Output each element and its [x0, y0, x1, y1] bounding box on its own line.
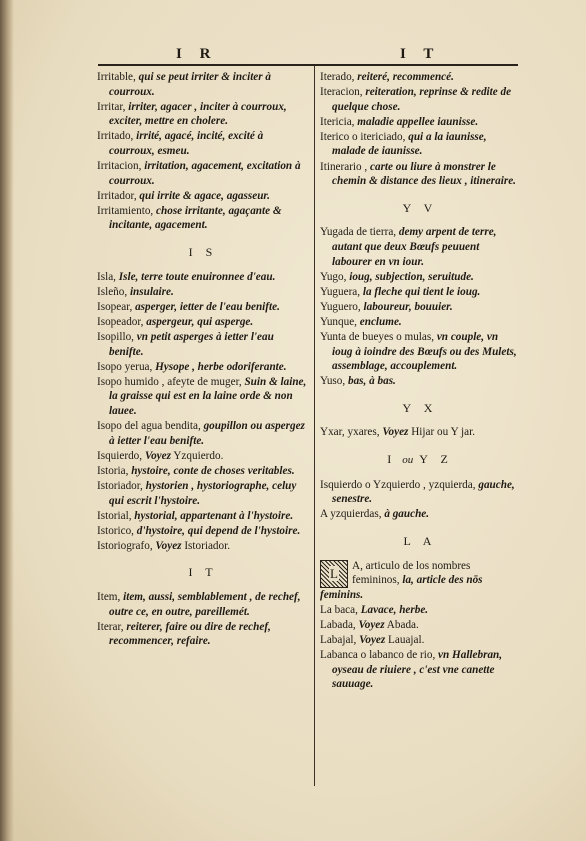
- entry-headword: Yunta de bueyes o mulas,: [320, 331, 435, 343]
- dictionary-entry: [97, 330, 309, 359]
- entry-headword: Labanca o labanco de rio,: [320, 649, 436, 662]
- section-heading-label: Y X: [402, 400, 438, 415]
- entry-headword: La baca,: [320, 603, 358, 616]
- entry-definition: goupillon ou aspergez à ietter l'eau benifte.: [109, 420, 305, 447]
- entry-definition: bas, à bas.: [347, 375, 396, 388]
- dictionary-entry: [320, 160, 520, 189]
- ornamental-initial-letter: L: [330, 565, 338, 581]
- entry-definition: vn couple, vn ioug à ioindre des Bœufs ou des Mulets, assemblage, accouplement.: [332, 331, 517, 373]
- entry-cross-reference: Yzquierdo.: [170, 449, 224, 462]
- section-heading-label: L A: [403, 533, 437, 548]
- entry-definition: aspergeur, qui asperge.: [146, 315, 254, 328]
- entry-definition: hystoire, conte de choses veritables.: [131, 464, 295, 477]
- entry-definition: chose irritante, agaçante & incitante, agacement.: [109, 204, 282, 232]
- section-heading-label: I T: [188, 565, 218, 580]
- entry-definition: qui se peut irriter & inciter à courroux.: [109, 71, 272, 98]
- entry-definition: Lavace, herbe.: [360, 603, 429, 616]
- section-heading: [97, 565, 309, 580]
- entry-definition: reiterer, faire ou dire de rechef, recommencer, refaire.: [109, 620, 271, 648]
- entry-headword: Isleño,: [97, 285, 128, 298]
- entry-definition: hystorien , hystoriographe, celuy qui escrit l'hystoire.: [109, 479, 297, 507]
- dictionary-entry: [320, 374, 520, 389]
- dictionary-entry: [320, 285, 520, 300]
- entry-definition: qui a la iaunisse, malade de iaunisse.: [332, 130, 487, 158]
- dictionary-entry: [320, 507, 520, 522]
- dictionary-entry: [97, 189, 309, 204]
- entry-headword: Isopo del agua bendita,: [97, 420, 201, 433]
- entry-cross-reference: Istoriador.: [181, 539, 231, 552]
- entry-definition: hystorial, appartenant à l'hystoire.: [134, 509, 294, 522]
- entry-headword: Isopear,: [97, 300, 133, 313]
- dictionary-entry: [320, 633, 520, 648]
- entry-headword: Yuguero,: [320, 300, 361, 313]
- entry-headword: Istorial,: [97, 509, 132, 522]
- dictionary-entry: [97, 204, 309, 233]
- dictionary-entry: [97, 360, 309, 375]
- entry-definition: vn Hallebran, oyseau de riuiere , c'est vne canette sauuage.: [332, 649, 503, 691]
- entry-definition: Suin & laine, la graisse qui est en la laine orde & non lauee.: [109, 375, 307, 417]
- entry-headword: Labada,: [320, 618, 356, 631]
- entry-definition: Voyez: [358, 618, 385, 631]
- entry-cross-reference: Lauajal.: [385, 634, 425, 646]
- entry-headword: Iterar,: [97, 620, 124, 633]
- entry-definition: ioug, subjection, seruitude.: [349, 270, 474, 283]
- dictionary-entry: [320, 300, 520, 315]
- entry-headword: A yzquierdas,: [320, 508, 382, 521]
- entry-definition: maladie appellee iaunisse.: [357, 115, 479, 128]
- entry-definition: asperger, ietter de l'eau benifte.: [135, 300, 280, 313]
- entry-cross-reference: Abada.: [384, 618, 419, 631]
- dictionary-entry: [320, 559, 520, 603]
- dictionary-entry: [97, 419, 309, 448]
- entry-headword: Irritable,: [97, 71, 136, 83]
- entry-headword: Isquierdo,: [97, 449, 143, 462]
- dictionary-entry: [97, 285, 309, 300]
- dictionary-entry: [97, 70, 309, 99]
- entry-definition: demy arpent de terre, autant que deux Bœufs peuuent labourer en vn iour.: [332, 226, 497, 268]
- entry-headword: Isopo humido , afeyte de muger,: [97, 375, 242, 388]
- dictionary-entry: [320, 478, 520, 507]
- dictionary-entry: [320, 225, 520, 269]
- dictionary-entry: [97, 464, 309, 479]
- dictionary-entry: [320, 618, 520, 633]
- entry-headword: Istoriografo,: [97, 539, 153, 552]
- section-heading-conjunction: ou: [402, 454, 414, 467]
- entry-headword: Isopillo,: [97, 331, 134, 343]
- entry-headword: A, articulo de los nombres femininos,: [352, 559, 471, 587]
- dictionary-entry: [97, 300, 309, 315]
- dictionary-entry: [320, 425, 520, 440]
- dictionary-entry: [97, 509, 309, 524]
- entry-definition: Hysope , herbe odoriferante.: [155, 360, 287, 373]
- entry-definition: Voyez: [155, 539, 182, 552]
- entry-headword: Irritador,: [97, 189, 137, 202]
- entry-headword: Isopeador,: [97, 315, 144, 328]
- section-heading: [320, 201, 520, 216]
- entry-definition: irritation, agacement, excitation à courroux.: [109, 160, 301, 187]
- entry-headword: Irritado,: [97, 130, 134, 143]
- entry-headword: Istoriador,: [97, 479, 143, 492]
- column-divider: [314, 66, 315, 786]
- entry-headword: Irritar,: [97, 100, 126, 113]
- running-header-right: I T: [400, 46, 441, 62]
- entry-headword: Istorico,: [97, 524, 134, 537]
- dictionary-entry: [97, 129, 309, 158]
- section-heading-label: I: [387, 452, 397, 467]
- entry-headword: Iterado,: [320, 71, 355, 83]
- dictionary-entry: [97, 315, 309, 330]
- section-heading-label: Y Z: [419, 452, 453, 467]
- book-gutter: [0, 0, 14, 841]
- dictionary-entry: [97, 539, 309, 554]
- entry-definition: vn petit asperges à ietter l'eau benifte.: [109, 331, 274, 358]
- section-heading: [320, 534, 520, 549]
- dictionary-entry: [97, 449, 309, 464]
- entry-headword: Yxar, yxares,: [320, 426, 380, 439]
- dictionary-entry: [320, 648, 520, 692]
- entry-headword: Itericia,: [320, 115, 355, 128]
- dictionary-entry: [320, 603, 520, 618]
- entry-cross-reference: Hijar ou Y jar.: [408, 426, 476, 439]
- entry-headword: Isopo yerua,: [97, 360, 153, 373]
- entry-headword: Yugada de tierra,: [320, 226, 397, 239]
- entry-headword: Item,: [97, 591, 121, 603]
- dictionary-entry: [97, 100, 309, 129]
- right-column: [320, 70, 520, 692]
- header-rule: [98, 64, 518, 66]
- entry-definition: Voyez: [382, 426, 409, 439]
- section-heading: [97, 245, 309, 260]
- dictionary-entry: [97, 159, 309, 188]
- entry-definition: Voyez: [359, 634, 386, 646]
- entry-definition: insulaire.: [129, 285, 174, 298]
- entry-headword: Itinerario ,: [320, 160, 368, 173]
- entry-headword: Iteracion,: [320, 86, 363, 99]
- entry-headword: Iterico o itericiado,: [320, 130, 406, 143]
- entry-headword: Irritacion,: [97, 160, 142, 173]
- entry-headword: Irritamiento,: [97, 204, 154, 217]
- dictionary-entry: [97, 620, 309, 649]
- ornamental-initial: [320, 560, 348, 588]
- entry-headword: Isquierdo o Yzquierdo , yzquierda,: [320, 478, 476, 491]
- entry-definition: la fleche qui tient le ioug.: [362, 285, 481, 298]
- dictionary-entry: [97, 270, 309, 285]
- entry-definition: à gauche.: [384, 508, 430, 521]
- entry-headword: Yuguera,: [320, 285, 361, 298]
- dictionary-entry: [97, 524, 309, 539]
- dictionary-entry: [320, 130, 520, 159]
- entry-definition: irrité, agacé, incité, excité à courroux, esmeu.: [109, 130, 264, 157]
- dictionary-entry: [97, 479, 309, 508]
- entry-definition: reiteré, recommencé.: [357, 71, 454, 83]
- entry-definition: laboureur, bouuier.: [363, 300, 453, 313]
- entry-headword: Istoria,: [97, 464, 129, 477]
- dictionary-entry: [320, 330, 520, 374]
- entry-definition: item, aussi, semblablement , de rechef, outre ce, en outre, pareillemét.: [109, 591, 301, 618]
- entry-headword: Yuso,: [320, 375, 346, 388]
- entry-definition: enclume.: [359, 315, 402, 328]
- entry-headword: Yugo,: [320, 270, 347, 283]
- entry-definition: gauche, senestre.: [332, 478, 515, 506]
- dictionary-entry: [320, 270, 520, 285]
- dictionary-entry: [320, 85, 520, 114]
- dictionary-entry: [97, 590, 309, 619]
- dictionary-entry: [320, 315, 520, 330]
- entry-definition: reiteration, reprinse & redite de quelque chose.: [332, 86, 512, 113]
- section-heading: [320, 452, 520, 468]
- entry-definition: Voyez: [144, 449, 171, 462]
- running-header-left: I R: [176, 46, 218, 62]
- entry-definition: d'hystoire, qui depend de l'hystoire.: [136, 524, 301, 537]
- section-heading-label: Y V: [402, 200, 438, 215]
- dictionary-entry: [320, 115, 520, 130]
- dictionary-entry: [97, 375, 309, 419]
- entry-definition: Isle, terre toute enuironnee d'eau.: [118, 270, 276, 283]
- dictionary-entry: [320, 70, 520, 85]
- entry-definition: irriter, agacer , inciter à courroux, exciter, mettre en cholere.: [109, 100, 287, 128]
- entry-definition: qui irrite & agace, agasseur.: [139, 189, 270, 202]
- entry-headword: Labajal,: [320, 634, 357, 646]
- entry-headword: Isla,: [97, 270, 116, 283]
- entry-definition: la, article des nōs feminins.: [320, 574, 483, 601]
- left-column: [97, 70, 309, 649]
- entry-definition: carte ou liure à monstrer le chemin & distance des lieux , itineraire.: [332, 160, 516, 188]
- section-heading: [320, 401, 520, 416]
- section-heading-label: I S: [188, 245, 218, 260]
- entry-headword: Yunque,: [320, 315, 357, 328]
